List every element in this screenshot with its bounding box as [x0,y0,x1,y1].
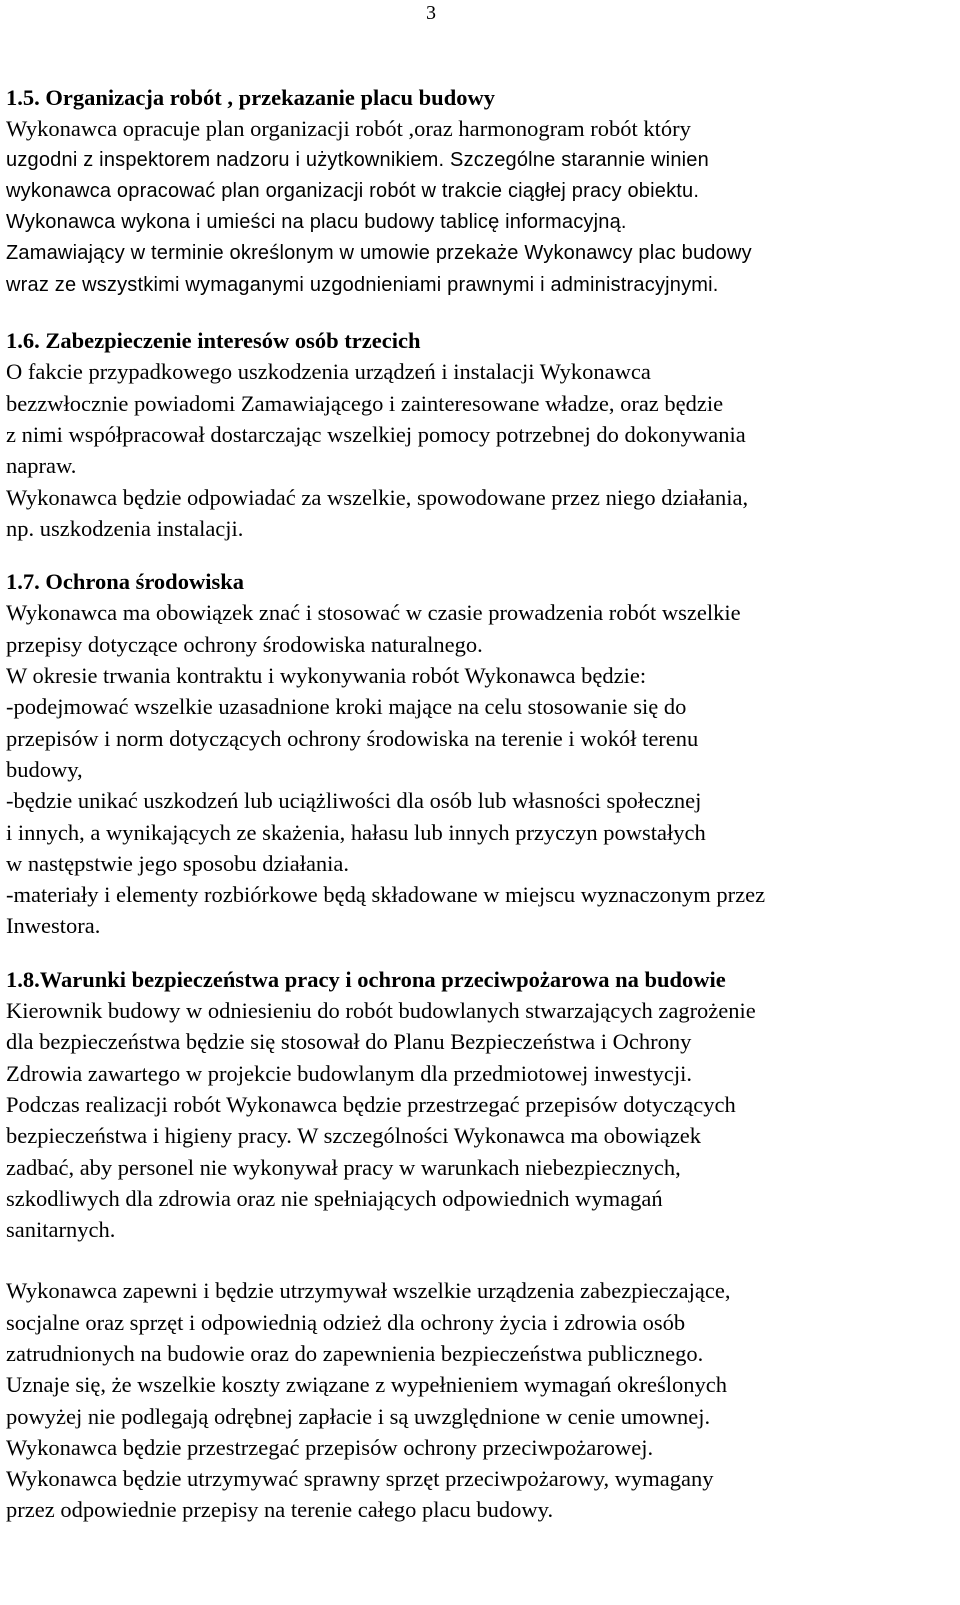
paragraph-line: Zamawiający w terminie określonym w umowie przekaże Wykonawcy plac budowy [6,242,752,265]
paragraph-line: w następstwie jego sposobu działania. [6,850,350,876]
paragraph-line: Wykonawca ma obowiązek znać i stosować w czasie prowadzenia robót wszelkie [6,600,741,626]
paragraph-line: z nimi współpracował dostarczając wszelkiej pomocy potrzebnej do dokonywania [6,421,746,447]
section-1-6 [6,325,956,544]
paragraph-line: dla bezpieczeństwa będzie się stosował do Planu Bezpieczeństwa i Ochrony [6,1029,692,1055]
paragraph-line: Inwestora. [6,913,101,939]
section-1-8 [6,964,956,1526]
paragraph-line: O fakcie przypadkowego uszkodzenia urządzeń i instalacji Wykonawca [6,359,651,385]
section-1-5 [6,82,956,301]
paragraph-line: zadbać, aby personel nie wykonywał pracy w warunkach niebezpiecznych, [6,1154,681,1180]
paragraph-line: przez odpowiednie przepisy na terenie całego placu budowy. [6,1497,554,1523]
paragraph-line: powyżej nie podlegają odrębnej zapłacie i są uwzględnione w cenie umownej. [6,1403,711,1429]
paragraph-line: W okresie trwania kontraktu i wykonywania robót Wykonawca będzie: [6,663,647,689]
paragraph-line: bezpieczeństwa i higieny pracy. W szczególności Wykonawca ma obowiązek [6,1123,702,1149]
paragraph-line: uzgodni z inspektorem nadzoru i użytkownikiem. Szczególne starannie winien [6,148,709,171]
paragraph-line: zatrudnionych na budowie oraz do zapewnienia bezpieczeństwa publicznego. [6,1340,704,1366]
section-heading: 1.6. Zabezpieczenie interesów osób trzecich [6,328,421,354]
section-heading: 1.8.Warunki bezpieczeństwa pracy i ochrona przeciwpożarowa na budowie [6,966,726,992]
paragraph-line: szkodliwych dla zdrowia oraz nie spełniających odpowiednich wymagań [6,1185,663,1211]
paragraph-line: budowy, [6,756,83,782]
paragraph-line: Zdrowia zawartego w projekcie budowlanym dla przedmiotowej inwestycji. [6,1060,693,1086]
page-number: 3 [426,2,436,24]
document-body [6,82,956,1526]
paragraph-line: -podejmować wszelkie uzasadnione kroki mające na celu stosowanie się do [6,694,687,720]
paragraph-line: Wykonawca opracuje plan organizacji robót ,oraz harmonogram robót który [6,116,691,142]
paragraph-line: Wykonawca będzie przestrzegać przepisów ochrony przeciwpożarowej. [6,1434,654,1460]
paragraph-line: wykonawca opracować plan organizacji robót w trakcie ciągłej pracy obiektu. [6,179,700,202]
paragraph-line: Podczas realizacji robót Wykonawca będzie przestrzegać przepisów dotyczących [6,1091,736,1117]
paragraph-line: socjalne oraz sprzęt i odpowiednią odzież dla ochrony życia i zdrowia osób [6,1309,686,1335]
paragraph-line: np. uszkodzenia instalacji. [6,515,244,541]
paragraph-line: Wykonawca będzie utrzymywać sprawny sprzęt przeciwpożarowy, wymagany [6,1466,714,1492]
section-1-7 [6,566,956,942]
paragraph-line: napraw. [6,453,77,479]
paragraph-line: Kierownik budowy w odniesieniu do robót budowlanych stwarzających zagrożenie [6,998,756,1024]
section-heading: 1.7. Ochrona środowiska [6,569,244,595]
paragraph-line: przepisów i norm dotyczących ochrony środowiska na terenie i wokół terenu [6,725,699,751]
paragraph-line: bezzwłocznie powiadomi Zamawiającego i zainteresowane władze, oraz będzie [6,390,724,416]
paragraph-line: -będzie unikać uszkodzeń lub uciążliwości dla osób lub własności społecznej [6,788,702,814]
paragraph-line: sanitarnych. [6,1217,116,1243]
paragraph-line: wraz ze wszystkimi wymaganymi uzgodnieniami prawnymi i administracyjnymi. [6,273,719,296]
paragraph-line: Wykonawca wykona i umieści na placu budowy tablicę informacyjną. [6,211,627,234]
section-heading: 1.5. Organizacja robót , przekazanie placu budowy [6,85,495,110]
paragraph-line: Wykonawca będzie odpowiadać za wszelkie, spowodowane przez niego działania, [6,484,749,510]
paragraph-line: -materiały i elementy rozbiórkowe będą składowane w miejscu wyznaczonym przez [6,882,766,908]
paragraph-line: i innych, a wynikających ze skażenia, hałasu lub innych przyczyn powstałych [6,819,706,845]
paragraph-line: Wykonawca zapewni i będzie utrzymywał wszelkie urządzenia zabezpieczające, [6,1278,731,1304]
paragraph-line: przepisy dotyczące ochrony środowiska naturalnego. [6,631,483,657]
paragraph-line: Uznaje się, że wszelkie koszty związane z wypełnieniem wymagań określonych [6,1372,727,1398]
